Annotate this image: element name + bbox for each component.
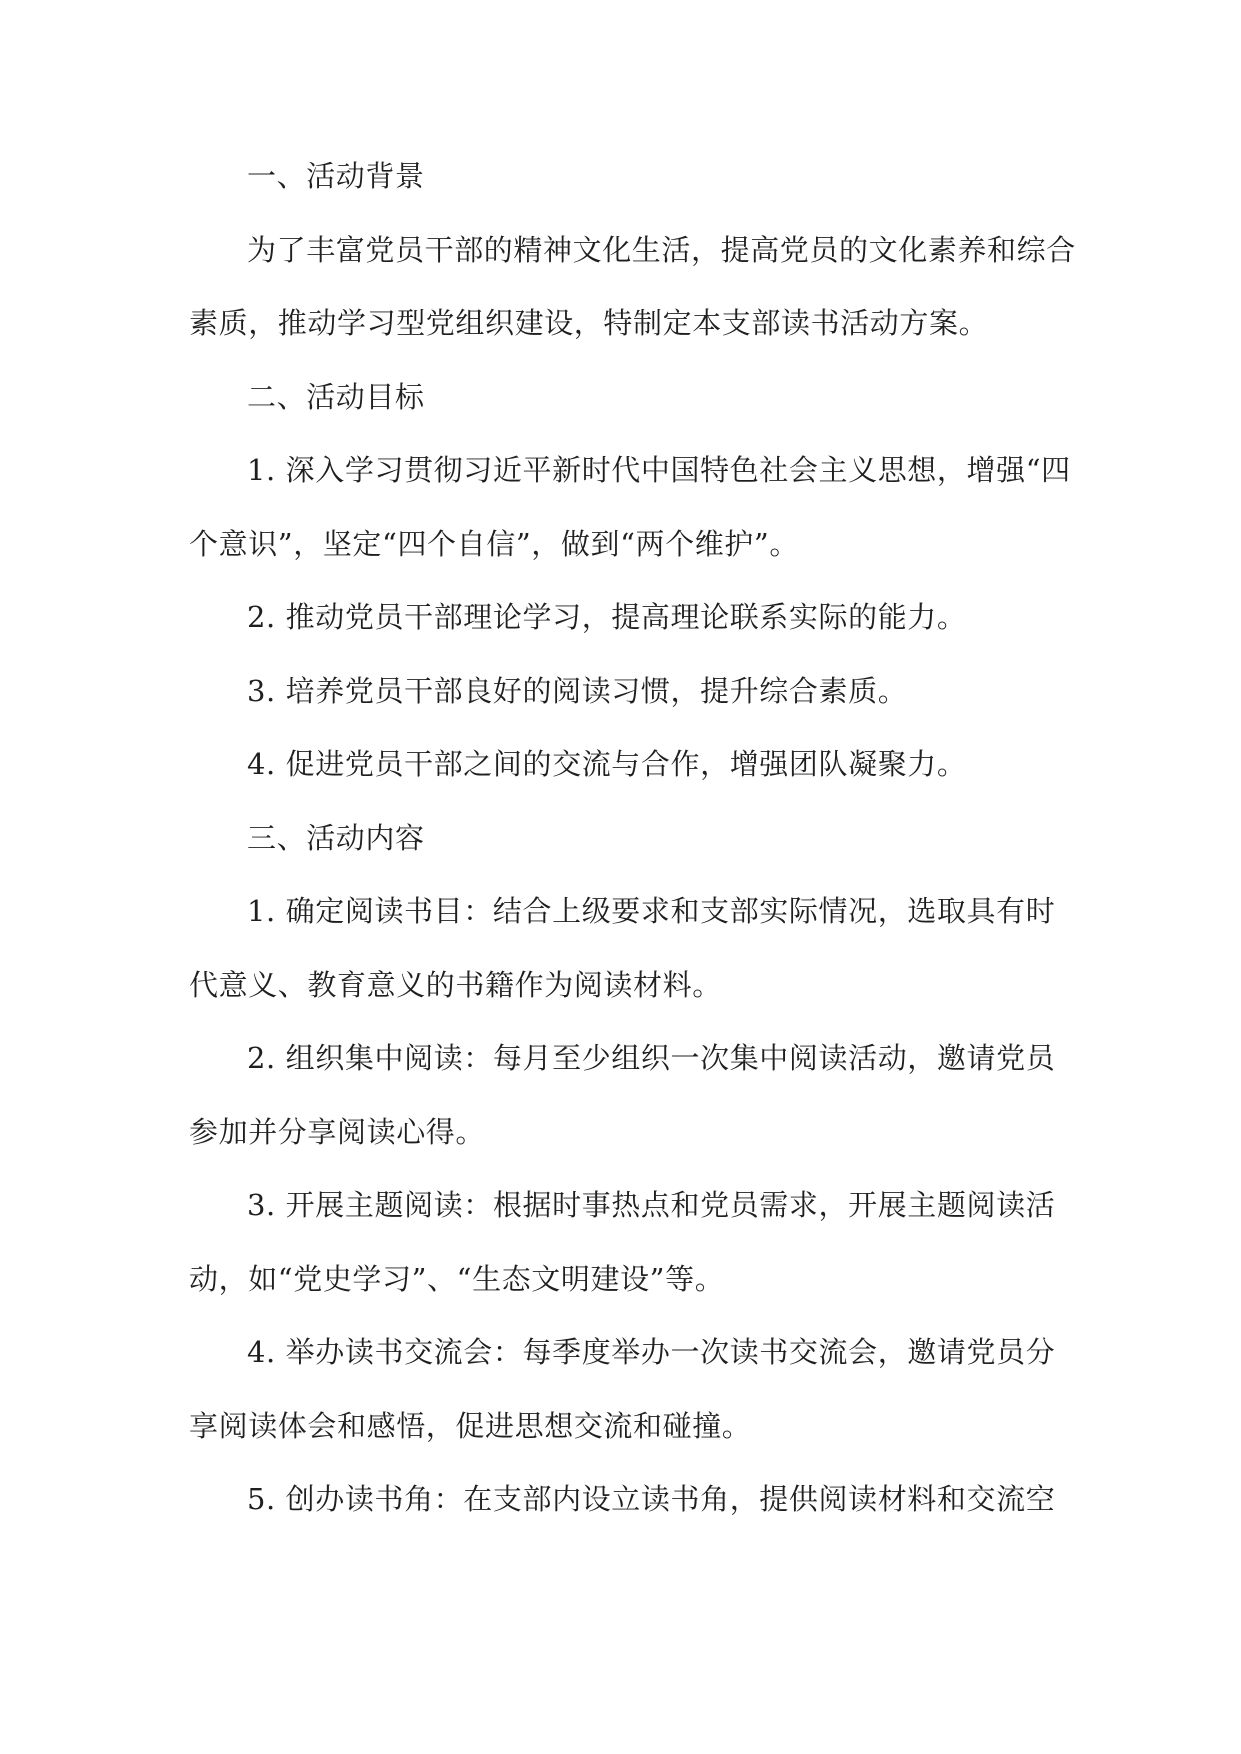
list-item-line: 5. 创办读书角：在支部内设立读书角，提供阅读材料和交流空 [247, 1482, 1056, 1516]
section-heading-goals: 二、活动目标 [247, 379, 425, 414]
list-item-line: 3. 培养党员干部良好的阅读习惯，提升综合素质。 [247, 673, 908, 708]
list-item-line: 4. 促进党员干部之间的交流与合作，增强团队凝聚力。 [247, 747, 967, 781]
paragraph-line: 素质，推动学习型党组织建设，特制定本支部读书活动方案。 [189, 306, 989, 340]
section-heading-content: 三、活动内容 [247, 820, 425, 855]
list-item-line: 4. 举办读书交流会：每季度举办一次读书交流会，邀请党员分 [247, 1335, 1056, 1369]
list-item-line: 动，如“党史学习”、“生态文明建设”等。 [189, 1261, 725, 1296]
list-item-line: 享阅读体会和感悟，促进思想交流和碰撞。 [189, 1408, 752, 1443]
list-item-line: 个意识”，坚定“四个自信”，做到“两个维护”。 [189, 526, 799, 561]
list-item-line: 2. 组织集中阅读：每月至少组织一次集中阅读活动，邀请党员 [247, 1041, 1056, 1075]
paragraph-line: 为了丰富党员干部的精神文化生活，提高党员的文化素养和综合 [247, 232, 1076, 267]
list-item-line: 1. 确定阅读书目：结合上级要求和支部实际情况，选取具有时 [247, 894, 1056, 928]
list-item-line: 参加并分享阅读心得。 [189, 1114, 486, 1149]
list-item-line: 3. 开展主题阅读：根据时事热点和党员需求，开展主题阅读活 [247, 1188, 1056, 1222]
section-heading-background: 一、活动背景 [247, 159, 425, 193]
document-body [189, 140, 1076, 1537]
list-item-line: 1. 深入学习贯彻习近平新时代中国特色社会主义思想，增强“四 [247, 453, 1071, 487]
list-item-line: 代意义、教育意义的书籍作为阅读材料。 [189, 967, 722, 1002]
list-item-line: 2. 推动党员干部理论学习，提高理论联系实际的能力。 [247, 600, 967, 634]
